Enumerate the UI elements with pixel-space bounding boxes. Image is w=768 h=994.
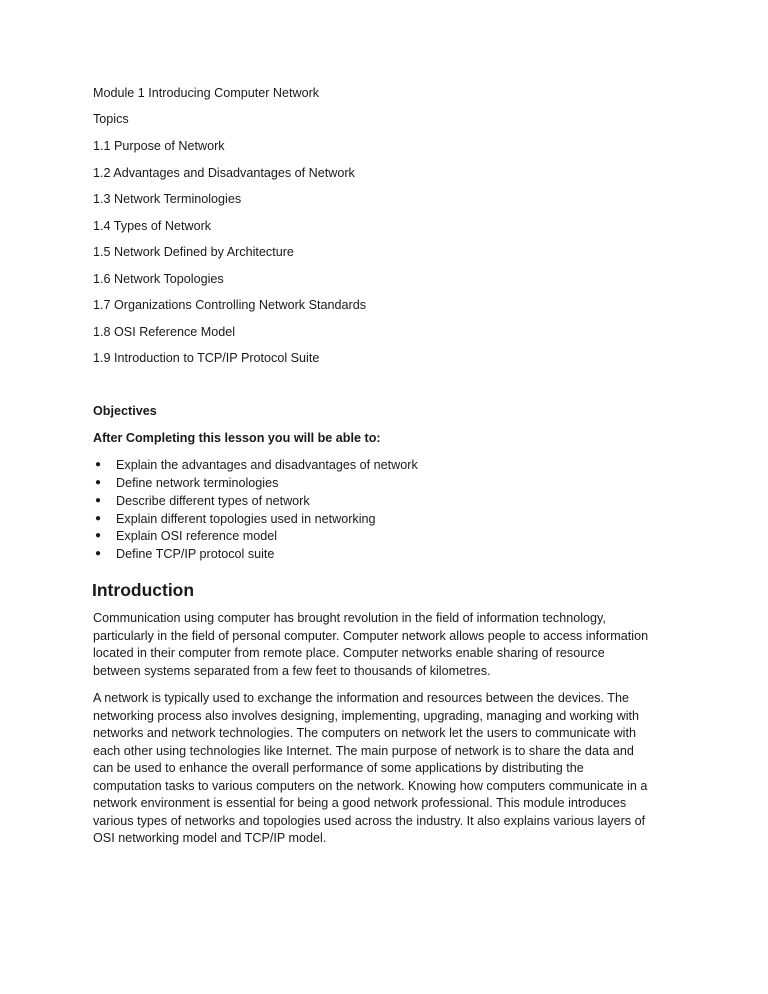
topic-item: 1.7 Organizations Controlling Network Standards [93,298,367,312]
bullet-icon: ● [95,530,102,541]
objectives-intro: After Completing this lesson you will be able to: [93,431,381,445]
bullet-icon: ● [95,477,102,488]
paragraph-line: particularly in the field of personal computer. Computer network allows people to access information [93,628,649,643]
topic-item: 1.5 Network Defined by Architecture [93,245,294,259]
paragraph-line: OSI networking model and TCP/IP model. [93,831,327,845]
paragraph-line: networking process also involves designing, implementing, upgrading, managing and working with [93,708,640,723]
objective-item: Describe different types of network [116,494,310,508]
topic-item: 1.1 Purpose of Network [93,139,225,153]
paragraph-line: networks and network technologies. The computers on network let the users to communicate with [93,726,636,740]
topic-item: 1.8 OSI Reference Model [93,325,236,339]
objective-item: Define TCP/IP protocol suite [116,547,275,561]
paragraph-line: each other using technologies like Internet. The main purpose of network is to share the data and [93,743,634,758]
objective-item: Explain different topologies used in networking [116,512,376,526]
module-title: Module 1 Introducing Computer Network [93,86,320,100]
objective-item: Explain OSI reference model [116,529,278,543]
objective-item: Explain the advantages and disadvantages of network [116,458,418,472]
topic-item: 1.2 Advantages and Disadvantages of Network [93,166,355,180]
paragraph-line: A network is typically used to exchange the information and resources between the devices. The [93,691,630,705]
objectives-heading: Objectives [93,404,157,418]
paragraph-line: located in their computer from remote place. Computer networks enable sharing of resource [93,646,605,660]
topic-item: 1.4 Types of Network [93,219,212,233]
paragraph-line: computation tasks to various computers on the network. Knowing how computers communicate in a [93,778,648,793]
paragraph-line: can be used to enhance the overall performance of some applications by distributing the [93,761,584,775]
bullet-icon: ● [95,459,102,470]
paragraph-line: network environment is essential for being a good network professional. This module introduces [93,796,627,810]
bullet-icon: ● [95,548,102,559]
bullet-icon: ● [95,495,102,506]
bullet-icon: ● [95,513,102,524]
paragraph-line: Communication using computer has brought revolution in the field of information technology, [93,611,606,625]
paragraph-line: between systems separated from a few feet to thousands of kilometres. [93,663,491,678]
topic-item: 1.9 Introduction to TCP/IP Protocol Suite [93,351,320,365]
introduction-paragraph-1 [93,610,683,680]
topic-item: 1.3 Network Terminologies [93,192,242,206]
topics-label: Topics [93,112,129,126]
topic-item: 1.6 Network Topologies [93,272,224,286]
objective-item: Define network terminologies [116,476,279,490]
paragraph-line: various types of networks and topologies used across the industry. It also explains various layers of [93,813,646,828]
introduction-heading: Introduction [92,580,195,600]
introduction-paragraph-2 [93,690,683,848]
